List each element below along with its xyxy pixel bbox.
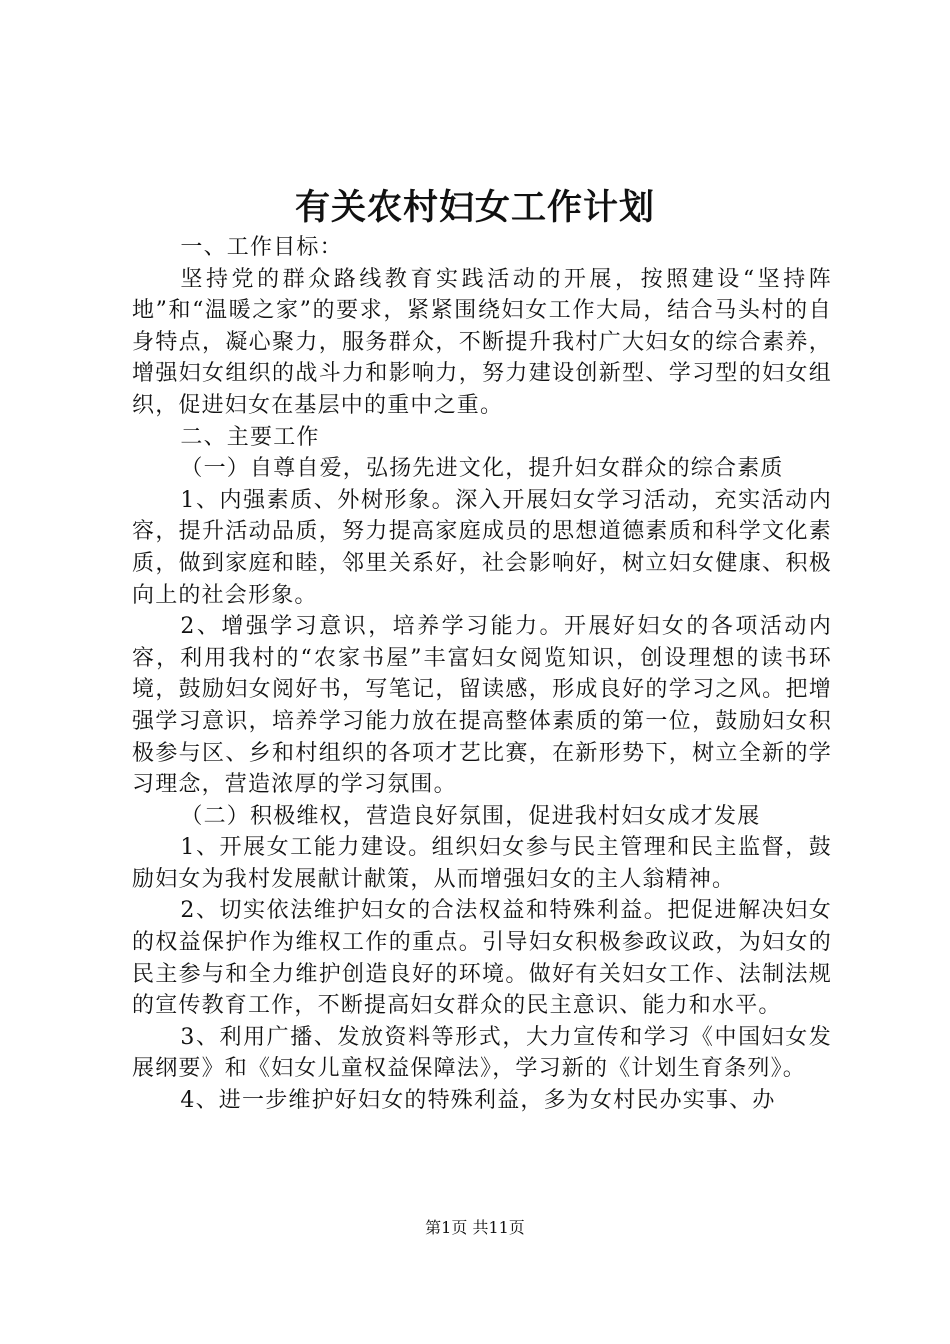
paragraph-item-2: 2、增强学习意识，培养学习能力。开展好妇女的各项活动内容，利用我村的“农家书屋”丰富妇女阅览知识，创设理想的读书环境，鼓励妇女阅好书，写笔记，留读感，形成良好的学习之风。把增强学习意识，培养学习能力放在提高整体素质的第一位，鼓励妇女积极参与区、乡和村组织的各项才艺比赛，在新形势下，树立全新的学习理念，营造浓厚的学习氛围。 [132, 614, 832, 798]
paragraph-main-work-heading: 二、主要工作 [180, 424, 320, 450]
document-body [132, 232, 832, 1117]
paragraph-goal-heading: 一、工作目标： [180, 235, 343, 260]
paragraph-section-two-heading: （二）积极维权，营造良好氛围，促进我村妇女成才发展 [180, 803, 761, 829]
paragraph-section-two-item-2: 2、切实依法维护妇女的合法权益和特殊利益。把促进解决妇女的权益保护作为维权工作的重点。引导妇女积极参政议政，为妇女的民主参与和全力维护创造良好的环境。做好有关妇女工作、法制法规的宣传教育工作，不断提高妇女群众的民主意识、能力和水平。 [132, 898, 832, 1019]
paragraph-section-two-item-4: 4、进一步维护好妇女的特殊利益，多为女村民办实事、办 [180, 1088, 776, 1114]
paragraph-section-two-item-1: 1、开展女工能力建设。组织妇女参与民主管理和民主监督，鼓励妇女为我村发展献计献策，从而增强妇女的主人翁精神。 [132, 835, 832, 892]
paragraph-section-one-heading: （一）自尊自爱，弘扬先进文化，提升妇女群众的综合素质 [180, 456, 784, 482]
paragraph-section-two-item-3: 3、利用广播、发放资料等形式，大力宣传和学习《中国妇女发展纲要》和《妇女儿童权益保障法》，学习新的《计划生育条列》。 [132, 1024, 832, 1082]
page-footer: 第1页 共11页 [425, 1218, 525, 1237]
paragraph-goal-text: 坚持党的群众路线教育实践活动的开展，按照建设“坚持阵地”和“温暖之家”的要求，紧紧围绕妇女工作大局，结合马头村的自身特点，凝心聚力，服务群众，不断提升我村广大妇女的综合素养，增强妇女组织的战斗力和影响力，努力建设创新型、学习型的妇女组织，促进妇女在基层中的重中之重。 [132, 266, 832, 418]
paragraph-item-1: 1、内强素质、外树形象。深入开展妇女学习活动，充实活动内容，提升活动品质，努力提高家庭成员的思想道德素质和科学文化素质，做到家庭和睦，邻里关系好，社会影响好，树立妇女健康、积极向上的社会形象。 [132, 487, 832, 608]
document-title: 有关农村妇女工作计划 [294, 187, 655, 228]
